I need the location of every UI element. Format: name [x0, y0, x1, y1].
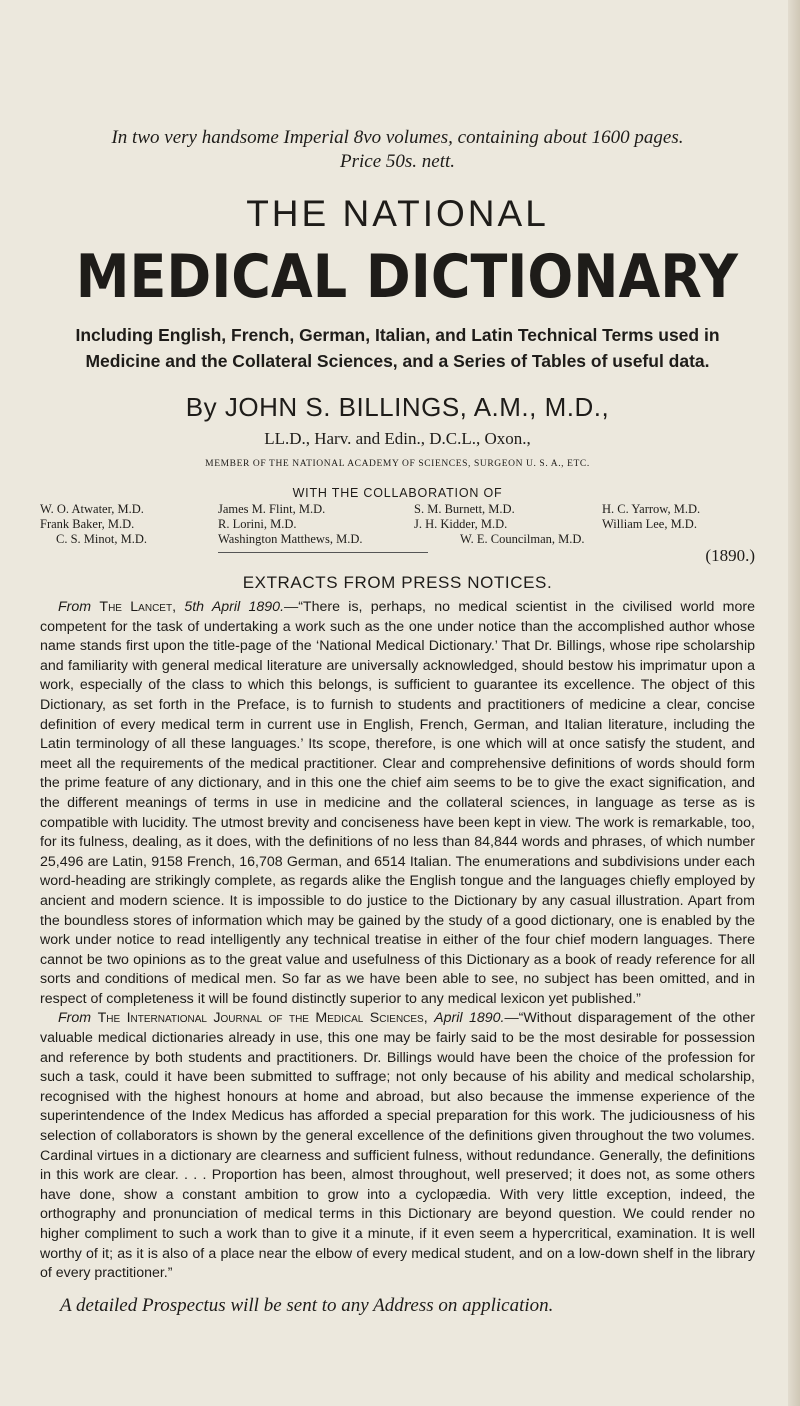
author-membership: MEMBER OF THE NATIONAL ACADEMY OF SCIENCES, SURGEON U. S. A., ETC.	[205, 459, 590, 469]
collaborator-name: C. S. Minot, M.D.	[56, 532, 147, 546]
notice-source: The Lancet,	[99, 599, 177, 615]
collaborator-name: S. M. Burnett, M.D.	[414, 502, 515, 516]
notice-date: April 1890.—	[434, 1010, 519, 1027]
prospectus-note: A detailed Prospectus will be sent to any Address on application.	[60, 1294, 554, 1316]
author-name: By JOHN S. BILLINGS, A.M., M.D.,	[185, 392, 610, 422]
press-notice-journal	[40, 1009, 755, 1283]
collaborator-name: R. Lorini, M.D.	[218, 517, 297, 531]
collaborator-name: William Lee, M.D.	[602, 517, 697, 531]
collaborator-name: W. E. Councilman, M.D.	[460, 532, 585, 546]
notice-from: From	[58, 599, 92, 615]
collaboration-heading: WITH THE COLLABORATION OF	[292, 486, 503, 500]
collaborator-name: J. H. Kidder, M.D.	[414, 517, 508, 531]
collaborator-name: Washington Matthews, M.D.	[218, 532, 363, 546]
notice-source: The International Journal of the Medical Sciences,	[97, 1010, 428, 1027]
volume-description: In two very handsome Imperial 8vo volumes, containing about 1600 pages.	[111, 127, 684, 148]
subtitle: Including English, French, German, Italian, and Latin Technical Terms used in Medicine and the Collateral Sciences, and a Series of Tables of useful data.	[75, 325, 720, 371]
collaborator-list	[40, 502, 755, 565]
collaborator-name: W. O. Atwater, M.D.	[40, 502, 144, 516]
extracts-heading: EXTRACTS FROM PRESS NOTICES.	[242, 573, 553, 592]
price-line: Price 50s. nett.	[339, 151, 456, 172]
notice-text: “Without disparagement of the other valuable medical dictionaries already in use, this one may be fairly said to be the most desirable for possession and reference by both students and practitioners. Dr. Billings would have been the choice of the profession for such a task, could it have been submitted to suffrage; not only because of his ability and medical scholarship, recognised with the highest honours at home and abroad, but also because the immense experience of the superintendence of the Index Medicus has afforded a special preparation for this work. The judiciousness of his selection of collaborators is shown by the general excellence of the definitions given throughout the two volumes. Cardinal virtues in a dictionary are clearness and sufficient fulness, without redundance. Generally, the definitions in this work are clear. . . . Proportion has been, almost throughout, well preserved; it does not, as some others have done, show a constant ambition to grow into a cyclopædia. With very little exception, indeed, the orthography and pronunciation of medical terms in this Dictionary are beyond question. We could render no higher compliment to such a work than to give it a minute, if it even seem a hypercritical, examination. It is well worthy of it; as it is also of a place near the elbow of every medical student, and on a low-down shelf in the library of every practitioner.”	[40, 1010, 755, 1282]
publication-year: (1890.)	[705, 546, 755, 565]
notice-text: “There is, perhaps, no medical scientist in the civilised world more competent for the task of undertaking a work such as the one under notice than the accomplished author whose name stands first upon the title-page of the ‘National Medical Dictionary.’ That Dr. Billings, whose ripe scholarship and familiarity with general medical literature are universally acknowledged, should bestow his imprimatur upon a work, especially of the class to which this belongs, is sufficient to guarantee its excellence. The object of this Dictionary, as set forth in the Preface, is to furnish to students and practitioners of medicine a clear, concise definition of every medical term in current use in English, French, German, and Italian literature, including the Latin terminology of all these languages.’ Its scope, therefore, is one which will at once satisfy the student, and meet all the requirements of the medical practitioner. Clear and comprehensive definitions of words should form the prime feature of any dictionary, and in this one the chief aim seems to be to give the exact signification, and the different meanings of terms in use in medicine and the collateral sciences, in language as terse as is compatible with lucidity. The utmost brevity and conciseness have been kept in view. The work is remarkable, too, for its fulness, dealing, as it does, with the definitions of no less than 84,844 words and phrases, of which number 25,496 are Latin, 9158 French, 16,708 German, and 6514 Italian. The enumerations and subdivisions under each word-heading are strikingly complete, as regards alike the English tongue and the languages chiefly employed by ancient and modern science. It is impossible to do justice to the Dictionary by any casual illustration. Apart from the boundless stores of information which may be gained by the study of a good dictionary, one is enabled by the work under notice to read intelligently any technical treatise in either of the four chief modern languages. There cannot be two opinions as to the great value and usefulness of this Dictionary as a book of ready reference for all sorts and conditions of medical men. So far as we have been able to see, no subject has been omitted, and in respect of completeness it will be found distinctly superior to any medical lexicon yet published.”	[40, 599, 755, 1007]
collaborator-name: Frank Baker, M.D.	[40, 517, 135, 531]
divider-rule	[218, 552, 428, 553]
collaborator-name: James M. Flint, M.D.	[218, 502, 326, 516]
title-line-1: THE NATIONAL	[246, 193, 549, 234]
collaborator-name: H. C. Yarrow, M.D.	[602, 502, 701, 516]
notice-date: 5th April 1890.—	[184, 599, 299, 615]
author-degrees: LL.D., Harv. and Edin., D.C.L., Oxon.,	[264, 429, 531, 448]
press-notice-lancet	[40, 598, 755, 1009]
advertisement-page	[40, 126, 755, 1318]
title-line-2: MEDICAL DICTIONARY	[75, 242, 739, 312]
notice-from: From	[58, 1010, 92, 1027]
page-edge-shadow	[788, 0, 800, 1406]
